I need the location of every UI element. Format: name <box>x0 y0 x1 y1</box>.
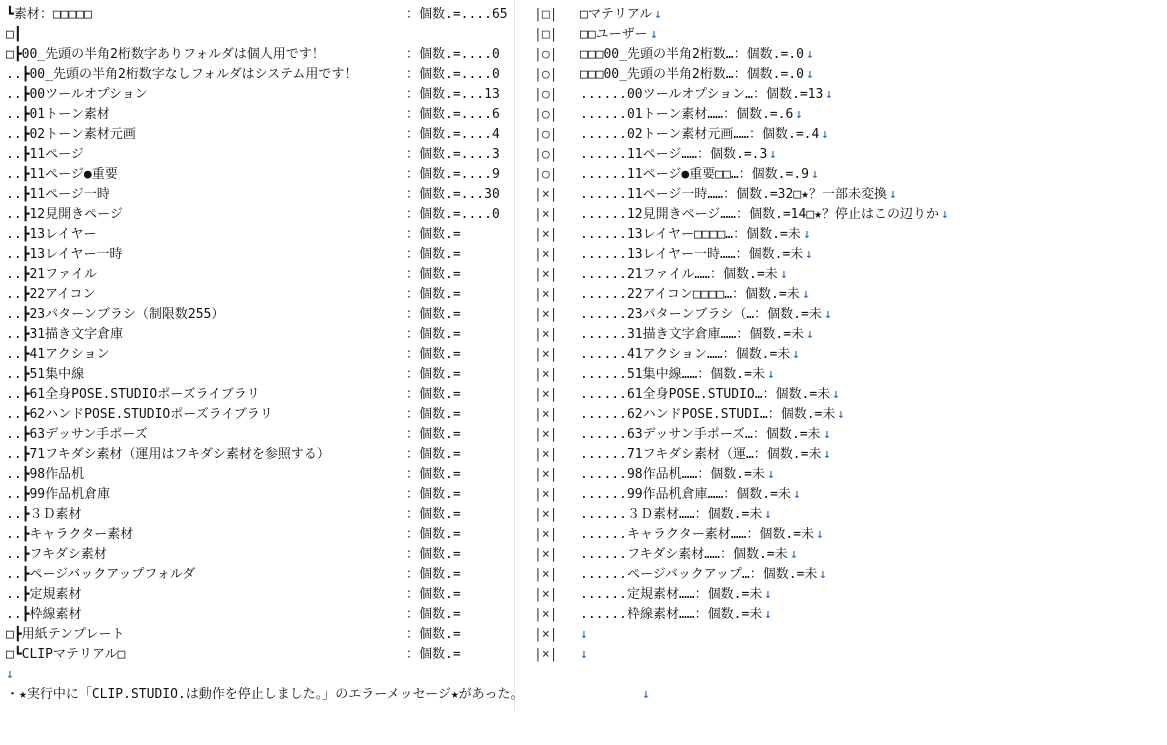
line-break-arrow: ↓ <box>793 487 801 502</box>
line-break-arrow: ↓ <box>806 327 814 342</box>
folder-name: □┣用紙テンプレート <box>6 627 125 642</box>
material-entry: ......13レイヤー一時……：個数.=未 <box>580 247 804 262</box>
count-label: ：個数.= <box>406 507 461 522</box>
material-entry: ......フキダシ素材……：個数.=未 <box>580 547 788 562</box>
status-mark: |×| <box>534 647 558 662</box>
list-item <box>0 525 1167 545</box>
status-mark: |○| <box>534 167 558 182</box>
list-item <box>0 65 1167 85</box>
list-item <box>0 225 1167 245</box>
count-label: ：個数.= <box>406 547 461 562</box>
line-break-arrow: ↓ <box>823 447 831 462</box>
folder-name: □┣00_先頭の半角2桁数字ありフォルダは個人用です！ <box>6 47 325 62</box>
list-item <box>0 345 1167 365</box>
status-mark: |×| <box>534 267 558 282</box>
status-mark: |×| <box>534 627 558 642</box>
status-mark: |×| <box>534 287 558 302</box>
line-break-arrow: ↓ <box>764 507 772 522</box>
line-break-arrow: ↓ <box>824 307 832 322</box>
list-item <box>0 545 1167 565</box>
list-item <box>0 85 1167 105</box>
status-mark: |×| <box>534 607 558 622</box>
line-break-arrow: ↓ <box>6 667 14 682</box>
count-label: ：個数.= <box>406 627 461 642</box>
material-entry: ......00ツールオプション…：個数.=13 <box>580 87 824 102</box>
count-label: ：個数.= <box>406 467 461 482</box>
line-break-arrow: ↓ <box>803 227 811 242</box>
material-entry: ......63デッサン手ポーズ…：個数.=未 <box>580 427 821 442</box>
count-label: ：個数.= <box>406 527 461 542</box>
material-entry: ......キャラクター素材……：個数.=未 <box>580 527 815 542</box>
count-label: ：個数.=...30 <box>406 187 500 202</box>
count-label: ：個数.= <box>406 487 461 502</box>
status-mark: |×| <box>534 507 558 522</box>
count-label: ：個数.=....0 <box>406 207 500 222</box>
count-label: ：個数.= <box>406 247 461 262</box>
count-label: ：個数.=....65 <box>406 7 508 22</box>
folder-name: ..┣11ページ <box>6 147 84 162</box>
status-mark: |×| <box>534 327 558 342</box>
count-label: ：個数.= <box>406 447 461 462</box>
material-entry: □マテリアル <box>580 7 653 22</box>
list-item <box>0 105 1167 125</box>
status-mark: |×| <box>534 387 558 402</box>
list-item <box>0 485 1167 505</box>
folder-name: ..┣41アクション <box>6 347 110 362</box>
line-break-arrow: ↓ <box>767 367 775 382</box>
list-item <box>0 205 1167 225</box>
material-entry: □□□00_先頭の半角2桁数…：個数.=.0 <box>580 47 804 62</box>
line-break-arrow: ↓ <box>792 347 800 362</box>
list-item <box>0 145 1167 165</box>
list-item <box>0 325 1167 345</box>
material-entry: ......ページバックアップ…：個数.=未 <box>580 567 818 582</box>
material-entry: ......23パターンブラシ（…：個数.=未 <box>580 307 822 322</box>
material-entry: ......12見開きページ……：個数.=14□★？停止はこの辺りか <box>580 207 939 222</box>
list-item <box>0 305 1167 325</box>
count-label: ：個数.=....9 <box>406 167 500 182</box>
line-break-arrow: ↓ <box>889 187 897 202</box>
list-item <box>0 505 1167 525</box>
count-label: ：個数.= <box>406 607 461 622</box>
list-item <box>0 185 1167 205</box>
folder-name: ..┣３Ｄ素材 <box>6 507 82 522</box>
footer-text: ・★実行中に「CLIP.STUDIO.は動作を停止しました。」のエラーメッセージ★があった。 <box>6 687 524 702</box>
line-break-arrow: ↓ <box>821 127 829 142</box>
list-item <box>0 385 1167 405</box>
status-mark: |□| <box>534 7 558 22</box>
line-break-arrow: ↓ <box>654 7 662 22</box>
footer-note <box>0 685 1167 705</box>
line-break-arrow: ↓ <box>823 427 831 442</box>
list-item <box>0 25 1167 45</box>
list-item <box>0 605 1167 625</box>
material-entry: ......11ページ一時……：個数.=32□★？一部未変換 <box>580 187 887 202</box>
list-item <box>0 265 1167 285</box>
blank-line <box>0 665 1167 685</box>
material-entry: ......22アイコン□□□□…：個数.=未 <box>580 287 800 302</box>
status-mark: |×| <box>534 407 558 422</box>
material-entry: ......11ページ●重要□□…：個数.=.9 <box>580 167 809 182</box>
folder-name: ..┣23パターンブラシ（制限数255） <box>6 307 225 322</box>
material-entry: ......21ファイル……：個数.=未 <box>580 267 778 282</box>
folder-name: ..┣ページバックアップフォルダ <box>6 567 196 582</box>
count-label: ：個数.= <box>406 427 461 442</box>
count-label: ：個数.= <box>406 387 461 402</box>
count-label: ：個数.=....0 <box>406 67 500 82</box>
material-entry: ......99作品机倉庫……：個数.=未 <box>580 487 791 502</box>
material-entry: □□ユーザー <box>580 27 648 42</box>
folder-name: ..┣22アイコン <box>6 287 96 302</box>
line-break-arrow: ↓ <box>642 687 650 702</box>
folder-name: ..┣98作品机 <box>6 467 85 482</box>
text-document[interactable] <box>0 5 1167 665</box>
line-break-arrow: ↓ <box>811 167 819 182</box>
count-label: ：個数.= <box>406 367 461 382</box>
line-break-arrow: ↓ <box>819 567 827 582</box>
list-item <box>0 405 1167 425</box>
count-label: ：個数.= <box>406 267 461 282</box>
list-item <box>0 45 1167 65</box>
list-item <box>0 465 1167 485</box>
status-mark: |×| <box>534 347 558 362</box>
line-break-arrow: ↓ <box>806 67 814 82</box>
status-mark: |○| <box>534 127 558 142</box>
material-entry: □□□00_先頭の半角2桁数…：個数.=.0 <box>580 67 804 82</box>
material-entry: ......02トーン素材元画……：個数.=.4 <box>580 127 820 142</box>
material-entry: ......62ハンドPOSE.STUDI…：個数.=未 <box>580 407 836 422</box>
folder-name: ..┣13レイヤー <box>6 227 97 242</box>
list-item <box>0 445 1167 465</box>
count-label: ：個数.= <box>406 647 461 662</box>
folder-name: ..┣フキダシ素材 <box>6 547 107 562</box>
status-mark: |□| <box>534 27 558 42</box>
count-label: ：個数.=....6 <box>406 107 500 122</box>
line-break-arrow: ↓ <box>650 27 658 42</box>
line-break-arrow: ↓ <box>832 387 840 402</box>
status-mark: |×| <box>534 467 558 482</box>
line-break-arrow: ↓ <box>802 287 810 302</box>
material-entry: ......41アクション……：個数.=未 <box>580 347 791 362</box>
count-label: ：個数.= <box>406 567 461 582</box>
material-entry: ......98作品机……：個数.=未 <box>580 467 765 482</box>
status-mark: |×| <box>534 527 558 542</box>
status-mark: |×| <box>534 247 558 262</box>
line-break-arrow: ↓ <box>816 527 824 542</box>
status-mark: |×| <box>534 187 558 202</box>
status-mark: |×| <box>534 427 558 442</box>
status-mark: |○| <box>534 87 558 102</box>
status-mark: |○| <box>534 147 558 162</box>
line-break-arrow: ↓ <box>825 87 833 102</box>
line-break-arrow: ↓ <box>764 607 772 622</box>
folder-name: ..┣11ページ●重要 <box>6 167 118 182</box>
list-item <box>0 365 1167 385</box>
material-entry: ......31描き文字倉庫……：個数.=未 <box>580 327 804 342</box>
status-mark: |×| <box>534 227 558 242</box>
count-label: ：個数.= <box>406 587 461 602</box>
material-entry: ......３Ｄ素材……：個数.=未 <box>580 507 763 522</box>
line-break-arrow: ↓ <box>795 107 803 122</box>
material-entry: ......51集中線……：個数.=未 <box>580 367 765 382</box>
status-mark: |○| <box>534 107 558 122</box>
line-break-arrow: ↓ <box>790 547 798 562</box>
line-break-arrow: ↓ <box>837 407 845 422</box>
folder-name: ..┣02トーン素材元画 <box>6 127 136 142</box>
line-break-arrow: ↓ <box>580 627 588 642</box>
folder-name: ..┣13レイヤー一時 <box>6 247 123 262</box>
list-item <box>0 425 1167 445</box>
status-mark: |○| <box>534 47 558 62</box>
list-item <box>0 245 1167 265</box>
folder-name: ..┣99作品机倉庫 <box>6 487 111 502</box>
folder-name: ..┣キャラクター素材 <box>6 527 134 542</box>
folder-name: ..┣12見開きページ <box>6 207 123 222</box>
material-entry: ......61全身POSE.STUDIO…：個数.=未 <box>580 387 831 402</box>
count-label: ：個数.= <box>406 307 461 322</box>
folder-name: ..┣63デッサン手ポーズ <box>6 427 148 442</box>
material-entry: ......71フキダシ素材（運…：個数.=未 <box>580 447 822 462</box>
line-break-arrow: ↓ <box>769 147 777 162</box>
status-mark: |×| <box>534 487 558 502</box>
status-mark: |○| <box>534 67 558 82</box>
status-mark: |×| <box>534 587 558 602</box>
status-mark: |×| <box>534 207 558 222</box>
folder-name: ..┣定規素材 <box>6 587 82 602</box>
list-item <box>0 285 1167 305</box>
material-entry: ......13レイヤー□□□□…：個数.=未 <box>580 227 801 242</box>
status-mark: |×| <box>534 307 558 322</box>
count-label: ：個数.=....4 <box>406 127 500 142</box>
line-break-arrow: ↓ <box>805 247 813 262</box>
folder-name: ..┣11ページ一時 <box>6 187 110 202</box>
material-entry: ......定規素材……：個数.=未 <box>580 587 763 602</box>
count-label: ：個数.= <box>406 227 461 242</box>
count-label: ：個数.=...13 <box>406 87 500 102</box>
folder-name: ..┣71フキダシ素材（運用はフキダシ素材を参照する） <box>6 447 330 462</box>
folder-name: ..┣31描き文字倉庫 <box>6 327 124 342</box>
count-label: ：個数.= <box>406 327 461 342</box>
line-break-arrow: ↓ <box>767 467 775 482</box>
status-mark: |×| <box>534 447 558 462</box>
folder-name: ..┣51集中線 <box>6 367 85 382</box>
folder-name: ..┣61全身POSE.STUDIOポーズライブラリ <box>6 387 260 402</box>
folder-name: ..┣00ツールオプション <box>6 87 148 102</box>
folder-name: ..┣21ファイル <box>6 267 97 282</box>
folder-name: □┃ <box>6 27 22 42</box>
line-break-arrow: ↓ <box>806 47 814 62</box>
folder-name: ..┣01トーン素材 <box>6 107 110 122</box>
count-label: ：個数.=....3 <box>406 147 500 162</box>
list-item <box>0 125 1167 145</box>
folder-name: □┗CLIPマテリアル□ <box>6 647 126 662</box>
list-item <box>0 585 1167 605</box>
count-label: ：個数.= <box>406 287 461 302</box>
count-label: ：個数.=....0 <box>406 47 500 62</box>
folder-name: ┗素材：□□□□□ <box>6 7 92 22</box>
list-item <box>0 165 1167 185</box>
folder-name: ..┣62ハンドPOSE.STUDIOポーズライブラリ <box>6 407 273 422</box>
status-mark: |×| <box>534 567 558 582</box>
material-entry: ......01トーン素材……：個数.=.6 <box>580 107 794 122</box>
list-item <box>0 625 1167 645</box>
count-label: ：個数.= <box>406 347 461 362</box>
folder-name: ..┣枠線素材 <box>6 607 82 622</box>
folder-name: ..┣00_先頭の半角2桁数字なしフォルダはシステム用です！ <box>6 67 358 82</box>
line-break-arrow: ↓ <box>764 587 772 602</box>
status-mark: |×| <box>534 547 558 562</box>
line-break-arrow: ↓ <box>580 647 588 662</box>
line-break-arrow: ↓ <box>780 267 788 282</box>
material-entry: ......枠線素材……：個数.=未 <box>580 607 763 622</box>
list-item <box>0 565 1167 585</box>
list-item <box>0 5 1167 25</box>
status-mark: |×| <box>534 367 558 382</box>
material-entry: ......11ページ……：個数.=.3 <box>580 147 768 162</box>
line-break-arrow: ↓ <box>941 207 949 222</box>
list-item <box>0 645 1167 665</box>
count-label: ：個数.= <box>406 407 461 422</box>
